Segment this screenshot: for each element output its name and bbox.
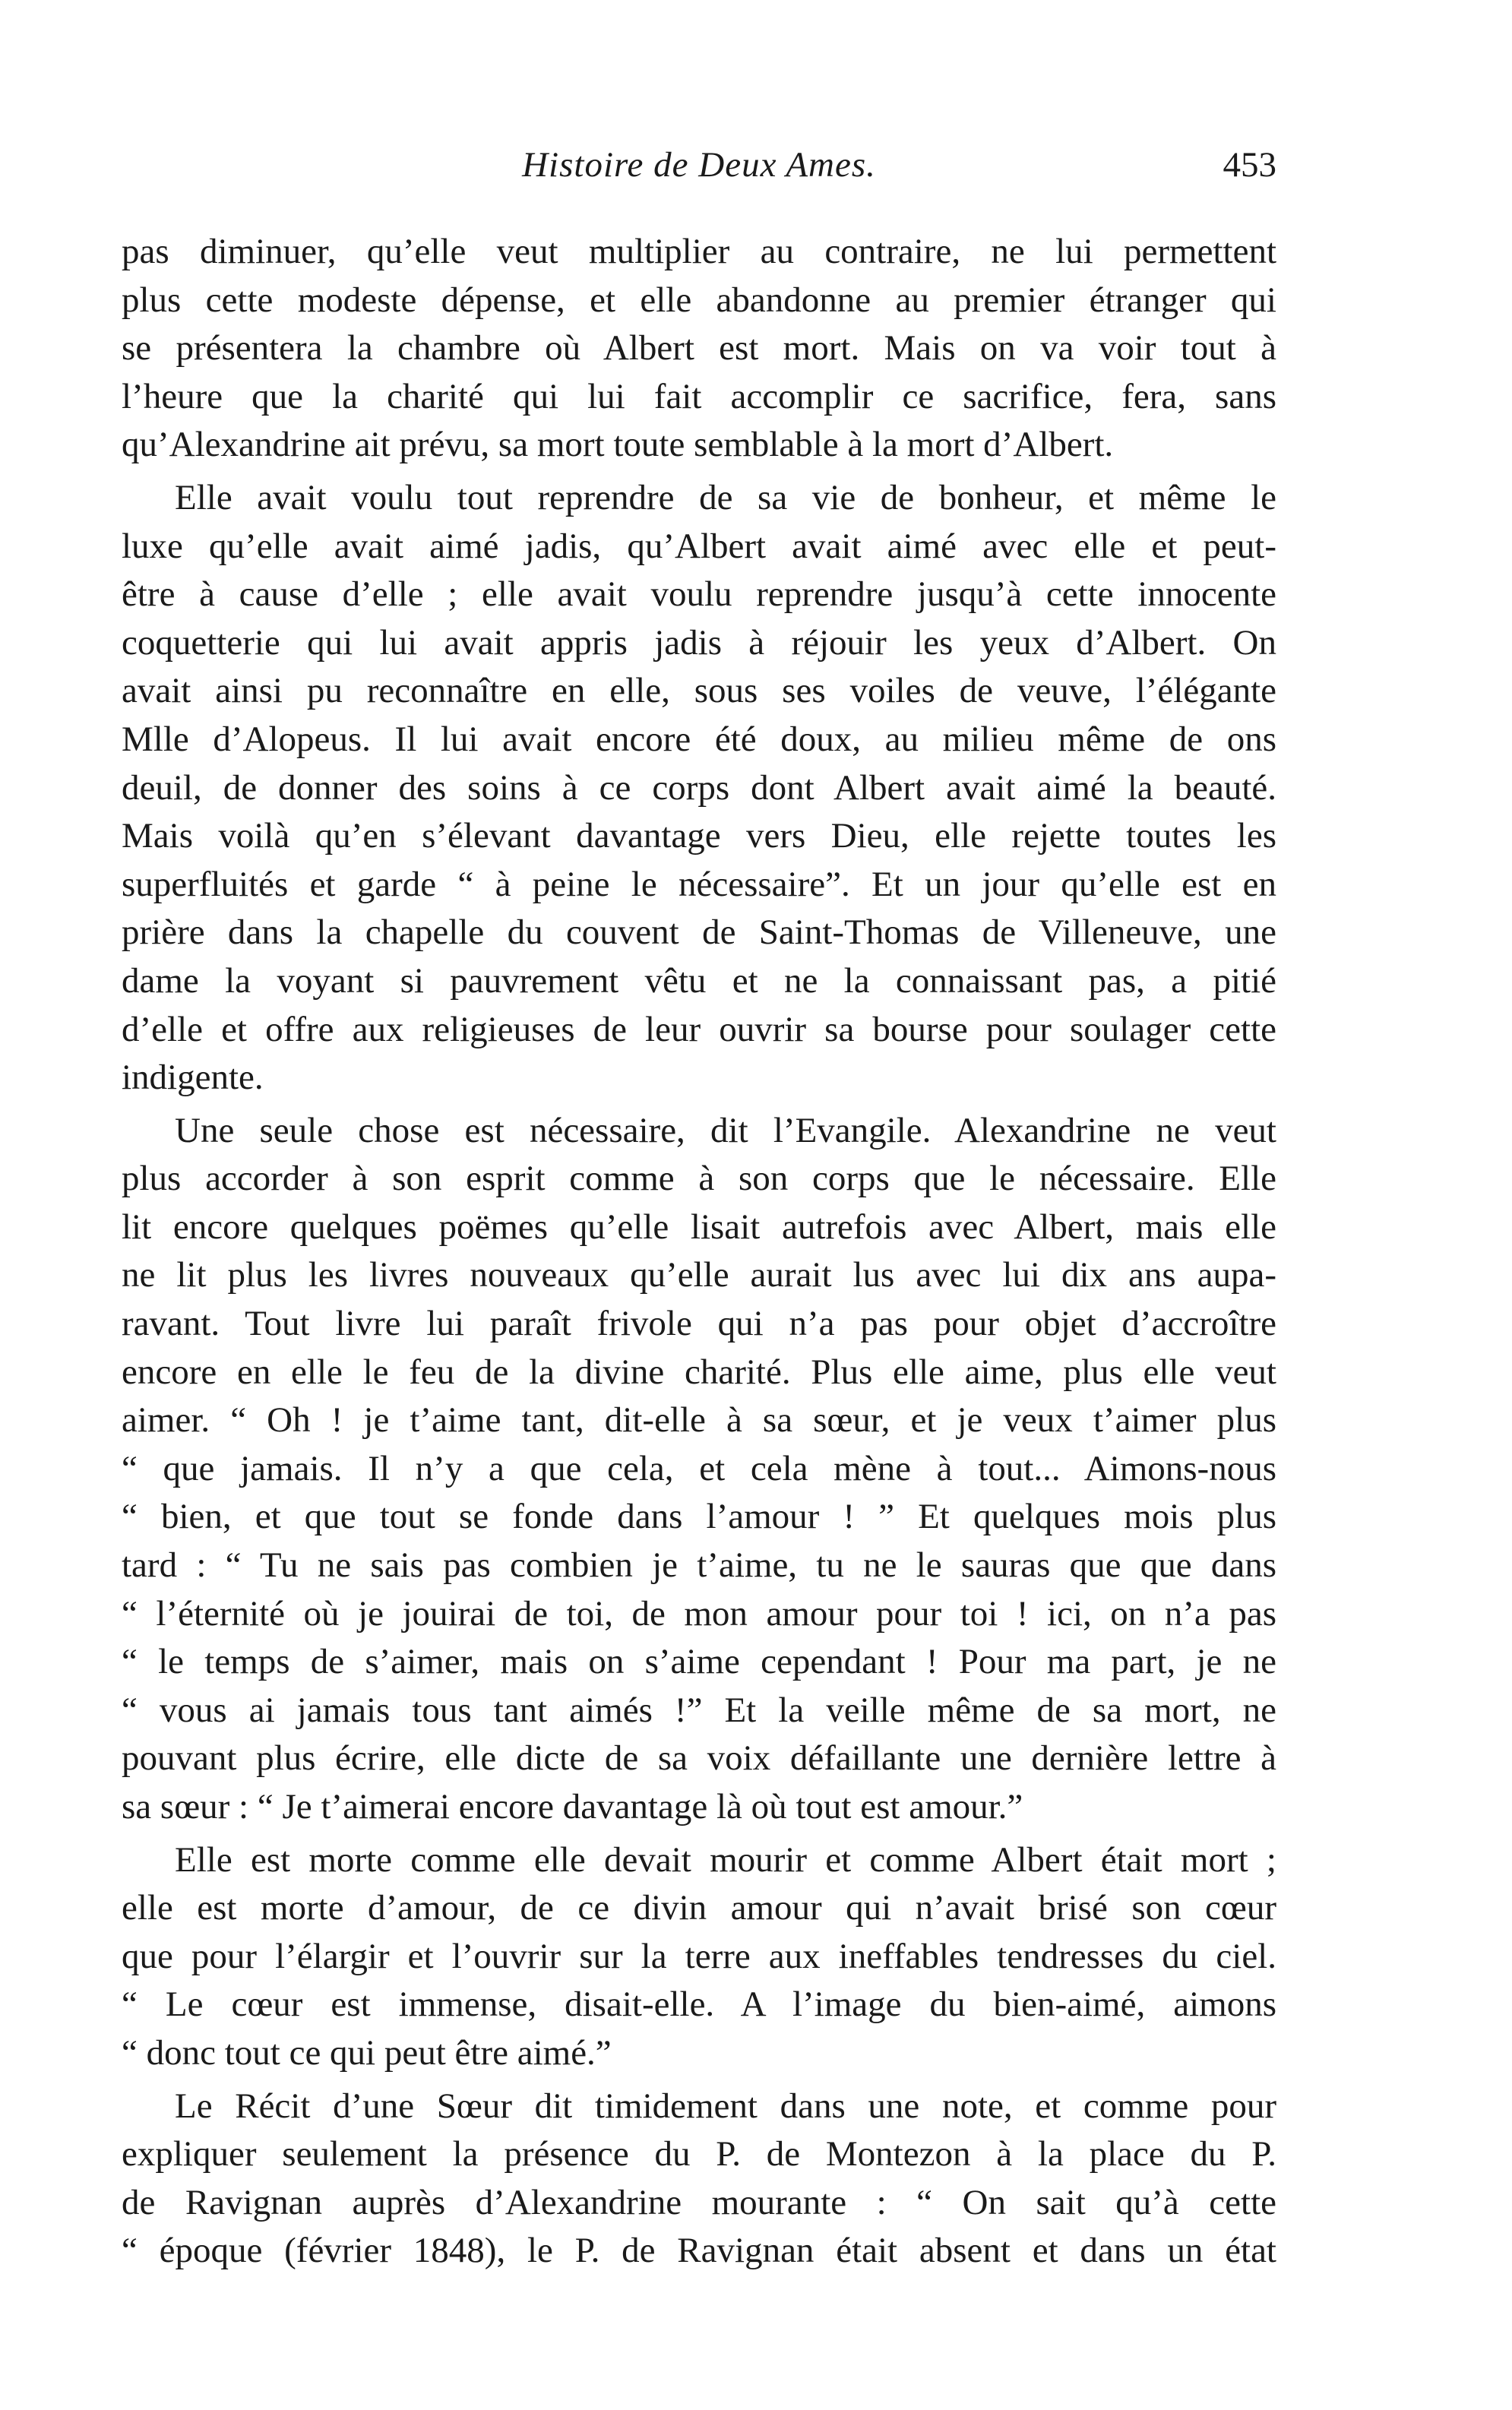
- text-line: Elle avait voulu tout reprendre de sa vie de bonheur, et même le: [175, 477, 1276, 517]
- text-line: “ Le cœur est immense, disait-elle. A l’image du bien-aimé, aimons: [122, 1985, 1276, 2025]
- text-line: Mais voilà qu’en s’élevant davantage vers Dieu, elle rejette toutes les: [122, 816, 1276, 856]
- page-header: [122, 144, 1276, 198]
- text-line: expliquer seulement la présence du P. de Montezon à la place du P.: [122, 2134, 1276, 2174]
- text-line: encore en elle le feu de la divine charité. Plus elle aime, plus elle veut: [122, 1352, 1276, 1392]
- text-line: Une seule chose est nécessaire, dit l’Evangile. Alexandrine ne veut: [175, 1110, 1276, 1150]
- text-line: elle est morte d’amour, de ce divin amour qui n’avait brisé son cœur: [122, 1888, 1276, 1928]
- text-line: plus accorder à son esprit comme à son corps que le nécessaire. Elle: [122, 1159, 1276, 1199]
- text-line: prière dans la chapelle du couvent de Saint-Thomas de Villeneuve, une: [122, 912, 1276, 953]
- text-line: qu’Alexandrine ait prévu, sa mort toute semblable à la mort d’Albert.: [122, 425, 1114, 465]
- text-line: l’heure que la charité qui lui fait accomplir ce sacrifice, fera, sans: [122, 376, 1276, 416]
- text-line: Mlle d’Alopeus. Il lui avait encore été doux, au milieu même de ons: [122, 719, 1276, 759]
- text-line: dame la voyant si pauvrement vêtu et ne la connaissant pas, a pitié: [122, 960, 1276, 1001]
- text-line: ravant. Tout livre lui paraît frivole qui n’a pas pour objet d’accroître: [122, 1304, 1276, 1344]
- text-line: aimer. “ Oh ! je t’aime tant, dit-elle à sa sœur, et je veux t’aimer plus: [122, 1400, 1276, 1441]
- text-line: lit encore quelques poëmes qu’elle lisait autrefois avec Albert, mais elle: [122, 1207, 1276, 1247]
- text-line: de Ravignan auprès d’Alexandrine mourante : “ On sait qu’à cette: [122, 2182, 1276, 2222]
- text-line: superfluités et garde “ à peine le nécessaire”. Et un jour qu’elle est en: [122, 864, 1276, 904]
- text-line: se présentera la chambre où Albert est mort. Mais on va voir tout à: [122, 328, 1276, 368]
- page-number: 453: [1223, 145, 1276, 185]
- text-line: “ donc tout ce qui peut être aimé.”: [122, 2032, 612, 2073]
- text-line: avait ainsi pu reconnaître en elle, sous ses voiles de veuve, l’élégante: [122, 671, 1276, 711]
- text-line: “ époque (février 1848), le P. de Ravignan était absent et dans un état: [122, 2231, 1276, 2271]
- text-line: Le Récit d’une Sœur dit timidement dans une note, et comme pour: [175, 2086, 1276, 2126]
- text-line: sa sœur : “ Je t’aimerai encore davantage là où tout est amour.”: [122, 1787, 1023, 1826]
- body-text: [122, 228, 1276, 2276]
- text-line: indigente.: [122, 1058, 264, 1098]
- text-line: Elle est morte comme elle devait mourir et comme Albert était mort ;: [175, 1839, 1276, 1880]
- text-line: pouvant plus écrire, elle dicte de sa voix défaillante une dernière lettre à: [122, 1738, 1276, 1779]
- text-line: “ le temps de s’aimer, mais on s’aime cependant ! Pour ma part, je ne: [122, 1642, 1276, 1682]
- text-line: “ l’éternité où je jouirai de toi, de mon amour pour toi ! ici, on n’a pas: [122, 1593, 1276, 1634]
- text-line: être à cause d’elle ; elle avait voulu reprendre jusqu’à cette innocente: [122, 574, 1276, 615]
- text-line: “ que jamais. Il n’y a que cela, et cela mène à tout... Aimons-nous: [122, 1448, 1276, 1488]
- running-title: Histoire de Deux Ames.: [522, 145, 876, 185]
- text-line: tard : “ Tu ne sais pas combien je t’aime, tu ne le sauras que que dans: [122, 1545, 1276, 1586]
- text-line: que pour l’élargir et l’ouvrir sur la terre aux ineffables tendresses du ciel.: [122, 1936, 1276, 1976]
- text-line: deuil, de donner des soins à ce corps dont Albert avait aimé la beauté.: [122, 767, 1276, 808]
- text-line: luxe qu’elle avait aimé jadis, qu’Albert avait aimé avec elle et peut-: [122, 526, 1276, 566]
- text-line: coquetterie qui lui avait appris jadis à réjouir les yeux d’Albert. On: [122, 622, 1276, 663]
- text-line: ne lit plus les livres nouveaux qu’elle aurait lus avec lui dix ans aupa-: [122, 1255, 1276, 1295]
- text-line: plus cette modeste dépense, et elle abandonne au premier étranger qui: [122, 280, 1276, 320]
- text-line: “ vous ai jamais tous tant aimés !” Et la veille même de sa mort, ne: [122, 1690, 1276, 1730]
- text-line: pas diminuer, qu’elle veut multiplier au contraire, ne lui permettent: [122, 232, 1276, 271]
- text-line: d’elle et offre aux religieuses de leur ouvrir sa bourse pour soulager cette: [122, 1009, 1276, 1049]
- text-line: “ bien, et que tout se fonde dans l’amour ! ” Et quelques mois plus: [122, 1497, 1276, 1537]
